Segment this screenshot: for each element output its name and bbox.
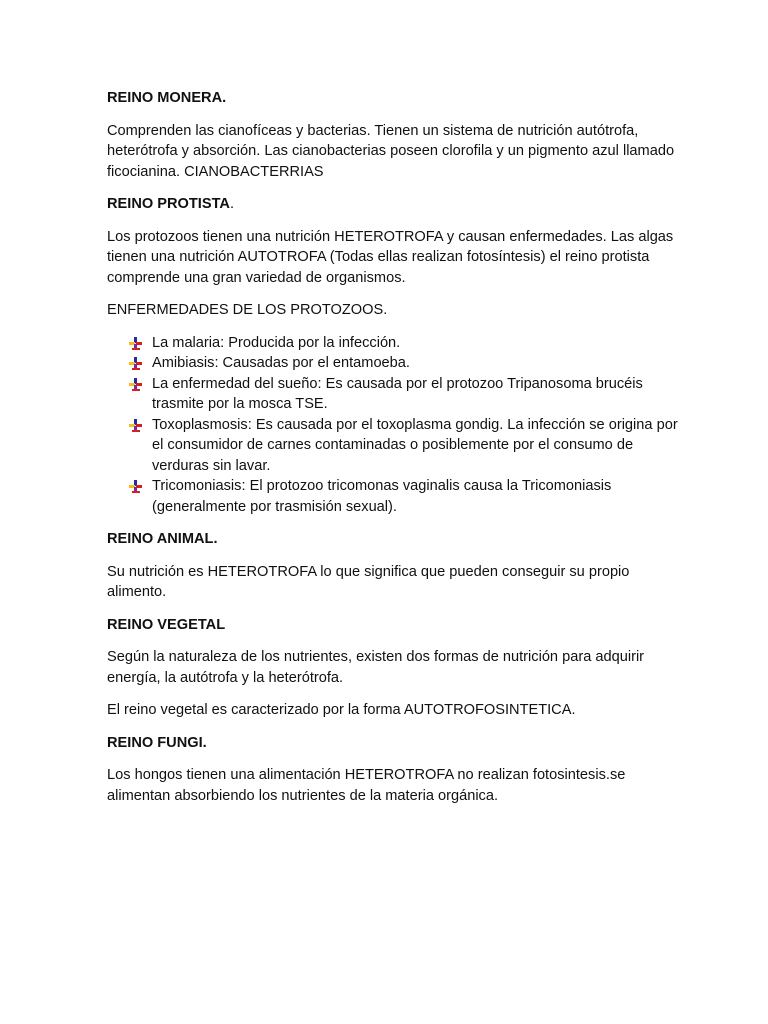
section-heading-monera: REINO MONERA. xyxy=(107,90,227,106)
paragraph-fungi: Los hongos tienen una alimentación HETEROTROFA no realizan fotosintesis.se alimentan absorbiendo los nutrientes de la materia orgánica. xyxy=(107,767,626,804)
four-color-arrow-bullet-icon xyxy=(129,337,143,350)
section-heading-protista-suffix: . xyxy=(229,196,235,212)
paragraph-vegetal-1: Según la naturaleza de los nutrientes, existen dos formas de nutrición para adquirir energía, la autótrofa y la heterótrofa. xyxy=(107,649,645,686)
list-item-text: La malaria: Producida por la infección. xyxy=(152,334,401,351)
four-color-arrow-bullet-icon xyxy=(129,419,143,432)
four-color-arrow-bullet-icon xyxy=(129,378,143,391)
list-item xyxy=(107,415,687,477)
paragraph-enfermedades-title: ENFERMEDADES DE LOS PROTOZOOS. xyxy=(107,302,388,318)
list-item xyxy=(107,333,687,354)
four-color-arrow-bullet-icon xyxy=(129,480,143,493)
section-heading-protista xyxy=(107,194,687,215)
document-page xyxy=(107,88,687,818)
section-heading-protista-text: REINO PROTISTA xyxy=(107,196,230,212)
four-color-arrow-bullet-icon xyxy=(129,357,143,370)
section-heading-animal: REINO ANIMAL. xyxy=(107,531,218,547)
paragraph-vegetal-2: El reino vegetal es caracterizado por la forma AUTOTROFOSINTETICA. xyxy=(107,702,576,718)
diseases-list xyxy=(107,333,687,518)
paragraph-animal: Su nutrición es HETEROTROFA lo que significa que pueden conseguir su propio alimento. xyxy=(107,563,630,600)
section-heading-vegetal: REINO VEGETAL xyxy=(107,616,226,633)
list-item-text: La enfermedad del sueño: Es causada por el protozoo Tripanosoma brucéis trasmite por la mosca TSE. xyxy=(152,375,643,412)
paragraph-protista: Los protozoos tienen una nutrición HETEROTROFA y causan enfermedades. Las algas tienen una nutrición AUTOTROFA (Todas ellas realizan fotosíntesis) el reino protista comprende una gran variedad de organismos. xyxy=(107,228,674,286)
list-item-text: Toxoplasmosis: Es causada por el toxoplasma gondig. La infección se origina por el consumidor de carnes contaminadas o posiblemente por el consumo de verduras sin lavar. xyxy=(152,416,678,474)
list-item-text: Tricomoniasis: El protozoo tricomonas vaginalis causa la Tricomoniasis (generalmente por trasmisión sexual). xyxy=(152,478,612,515)
list-item xyxy=(107,374,687,415)
list-item xyxy=(107,353,687,374)
list-item xyxy=(107,476,687,517)
paragraph-monera: Comprenden las cianofíceas y bacterias. Tienen un sistema de nutrición autótrofa, heterótrofa y absorción. Las cianobacterias poseen clorofila y un pigmento azul llamado ficocianina. CIANOBACTERRIAS xyxy=(107,122,675,180)
list-item-text: Amibiasis: Causadas por el entamoeba. xyxy=(152,355,410,371)
section-heading-fungi: REINO FUNGI. xyxy=(107,734,207,751)
